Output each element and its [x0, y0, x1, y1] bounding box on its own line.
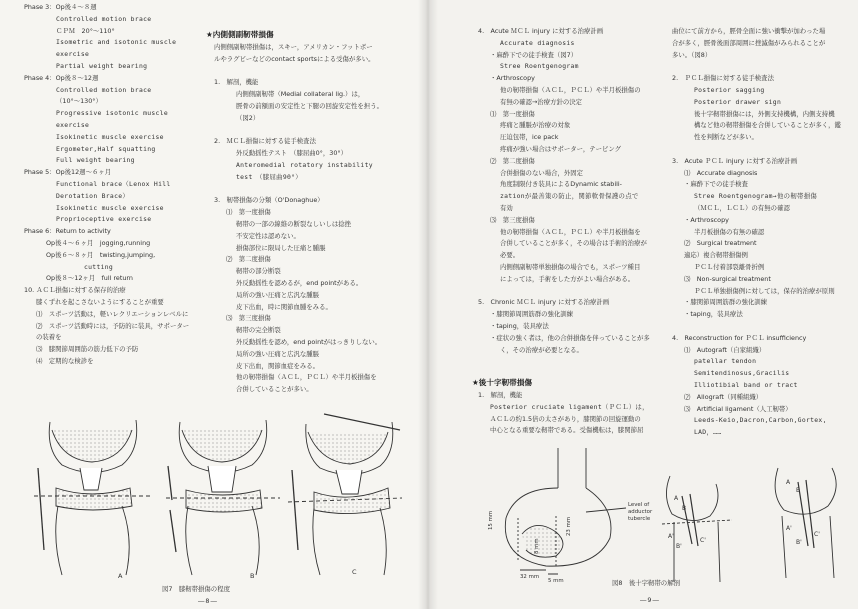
text-line: ・taping，装具療法 [684, 310, 743, 319]
text-line: 膝くずれを起こさないようにすることが重要 [36, 297, 164, 306]
ligament-letter: C' [700, 537, 706, 544]
text-line: 1. 解剖，機能 [214, 78, 259, 87]
figure-7-label-c: C [352, 568, 357, 576]
text-line: ⑴ Accurate diagnosis [684, 168, 758, 177]
text-line [672, 321, 841, 333]
text-line: ⑵ Allograft（同種組織） [684, 392, 763, 401]
text-line: ⑶ 第三度損傷 [226, 314, 271, 323]
figure-7-knee-ligament-grades [22, 410, 402, 582]
text-line [214, 184, 383, 196]
text-line: 3. 靭帯損傷の分類（O'Donaghue） [214, 196, 324, 205]
text-line: Stree Roentgenogram [500, 62, 579, 71]
text-line: Partial weight bearing [56, 61, 148, 70]
pcl-heading: ★後十字靭帯損傷 [472, 378, 532, 387]
right-page [426, 0, 858, 609]
text-line: Proprioceptive exercise [56, 215, 152, 224]
text-line: ・Arthroscopy [684, 215, 729, 224]
text-line [672, 144, 841, 156]
text-line: Functional brace（Lenox Hill [56, 179, 171, 188]
ligament-letter: A [786, 479, 791, 486]
text-line: 2. ＭＣＬ損傷に対する徒手検査法 [214, 137, 316, 146]
text-line: 外反動揺性テスト （膝屈曲0°，30°） [236, 149, 347, 158]
text-line: ⑶ 第三度損傷 [490, 215, 535, 224]
text-line: ⑴ Autograft（自家組織） [684, 345, 766, 354]
right-page-column-1 [478, 26, 650, 356]
ligament-letter: B [682, 505, 687, 512]
text-line: Phase 6：Return to activity [24, 227, 111, 236]
figure-8-caption: 図8 後十字靭帯の解剖 [612, 579, 680, 587]
dimension-label: 23 mm [566, 516, 572, 536]
text-line: ⑴ 第一度損傷 [226, 208, 271, 217]
text-line: ＰＣＬ付着部裂離骨折例 [694, 262, 765, 271]
dimension-label: 32 mm [520, 574, 540, 580]
text-line: Posterior cruciate ligament（ＰＣＬ）は， [490, 402, 649, 411]
text-line: 有無の確認→治療方針の決定 [500, 97, 583, 106]
text-line: exercise [56, 120, 90, 129]
text-line: Op後６～８ヶ月 twisting,jumping, [46, 250, 156, 259]
text-line: 皮下出血，関節血症をみる。 [236, 361, 320, 370]
text-line: Isometric and isotonic muscle [56, 38, 177, 47]
text-line: 疼痛と腫脹が治療の対象 [500, 121, 571, 130]
text-line: Derotation Brace） [56, 191, 130, 200]
text-line: ＰＣＬ単独損傷例に対しては，保存的治療が原則 [694, 286, 835, 295]
text-line: く，その治療が必要となる。 [500, 345, 583, 354]
text-line: ・麻酔下での徒手検査 [684, 180, 748, 189]
text-line: Anteromedial rotatory instability [236, 160, 373, 169]
figure-7-caption: 図7 膝靭帯損傷の程度 [162, 585, 230, 593]
text-line: 曲位にて前方から，脛骨全面に強い衝撃が加わった場 [672, 27, 826, 35]
text-line: Controlled motion brace [56, 85, 152, 94]
dimension-label: 15 mm [488, 510, 494, 530]
level-note: Level of [628, 502, 650, 508]
text-line: 靭帯の部分断裂 [236, 267, 281, 276]
text-line: ・膝関節周囲筋群の強化訓練 [684, 298, 768, 307]
left-page-column-1 [24, 2, 189, 368]
ligament-letter: B' [796, 539, 802, 546]
text-line: （10°～130°） [56, 97, 102, 106]
text-line: Controlled motion brace [56, 14, 152, 23]
book-gutter-shadow [418, 0, 438, 609]
text-line: 他の靭帯損傷（ＡＣＬ，ＰＣＬ）や半月板損傷の [500, 85, 641, 94]
text-line: 圧迫包帯，ice pack [500, 133, 559, 142]
text-line: 皮下出血，時に関節血腫をみる。 [236, 302, 332, 311]
ligament-letter: A' [668, 533, 674, 540]
text-line: ⑶ Non-surgical treatment [684, 274, 771, 283]
text-line: 有効 [500, 203, 513, 212]
text-line: ⑴ スポーツ活動は，軽いレクリエーションレベルに [36, 309, 189, 318]
text-line: Stree Roentgenogram→他の靭帯損傷 [694, 192, 818, 201]
text-line: 2. ＰＣＬ損傷に対する徒手検査法 [672, 74, 774, 83]
left-page-column-2 [214, 42, 383, 396]
text-line: 内側側副靭帯（Medial collateral lig.）は， [236, 90, 365, 99]
text-line: exercise [56, 50, 90, 59]
text-line [672, 61, 841, 73]
text-line: 性を判断などが多い。 [694, 133, 758, 142]
mcl-heading: ★内側側副靭帯損傷 [206, 30, 274, 39]
text-line: zationが最善策の防止，関節軟骨保護の点で [500, 192, 639, 201]
figure-8-pcl-anatomy [486, 448, 858, 584]
text-line: 疼痛が強い場合はサポーター，テーピング [500, 144, 622, 153]
text-line: 靭帯の一部の線維の断裂なしいしは捻挫 [236, 219, 352, 228]
text-line: 外反動揺性を認め，end pointがはっきりしない。 [236, 337, 382, 346]
text-line: 適応）複合靭帯損傷例 [684, 251, 748, 260]
right-page-number: ―9― [640, 596, 660, 604]
text-line: Leeds-Keio,Dacron,Carbon,Gortex, [694, 416, 827, 425]
text-line: Posterior drawer sign [694, 97, 782, 106]
text-line: 角度制限付き装具によるDynamic stabili- [500, 180, 622, 189]
text-line: LAD，…… [694, 428, 722, 437]
text-line: ⑵ 第二度損傷 [490, 156, 535, 165]
text-line: ・taping，装具療法 [490, 321, 549, 330]
text-line: Isokinetic muscle exercise [56, 132, 164, 141]
text-line: test （膝屈曲90°） [236, 172, 302, 181]
ligament-letter: B' [676, 543, 682, 550]
knee-c-drawing [288, 414, 402, 575]
text-line: ⑴ 第一度損傷 [490, 109, 535, 118]
dimension-label: 5 mm [548, 578, 564, 584]
text-line: 半月板損傷の有無の確認 [694, 227, 765, 236]
text-line: 1. 解剖，機能 [478, 391, 523, 399]
level-note: tubercle [628, 516, 651, 522]
text-line: 合併損傷のない場合，外固定 [500, 168, 584, 177]
text-line: ＡＣＬの約1.5倍の太さがあり，膝関節の回旋運動の [490, 414, 641, 423]
text-line: cutting [84, 262, 114, 271]
level-note: adductor [628, 509, 653, 515]
text-line: ルやラグビーなどのcontact sportsによる受傷が多い。 [214, 54, 375, 63]
text-line: ＣＰＭ 20°～110° [56, 26, 115, 35]
ligament-letter: A [674, 495, 679, 502]
text-line: Illiotibial band or tract [694, 380, 798, 389]
text-line: Op後８～12ヶ月 full return [46, 274, 133, 283]
text-line: Phase 3：Op後４～８週 [24, 3, 97, 11]
text-line: 10. ＡＣＬ損傷に対する保存的治療 [24, 286, 126, 295]
text-line: 多い。（図8） [672, 50, 712, 59]
text-line: （ＭＣＬ，ＬＣＬ）の有無の確認 [694, 203, 790, 212]
text-line: 必要。 [500, 251, 520, 260]
pcl-side-view-b [662, 476, 732, 582]
text-line: 4. Reconstruction for ＰＣＬ insufficiency [672, 333, 807, 342]
text-line: ・膝関節周囲筋群の強化訓練 [490, 310, 574, 319]
text-line: Op後４～６ヶ月 jogging,running [46, 238, 151, 247]
text-line: 3. Acute ＰＣＬ injury に対する治療計画 [672, 156, 798, 165]
text-line: ⑵ Surgical treatment [684, 239, 757, 248]
text-line: Phase 5：Op後12週～６ヶ月 [24, 168, 112, 177]
text-line: によっては，手術をした方がよい場合がある。 [500, 274, 635, 283]
text-line: ⑷ 定期的な検診を [36, 356, 94, 365]
text-line: 4. Acute ＭＣＬ injury に対する治療計画 [478, 27, 604, 35]
figure-7-label-a: A [118, 572, 123, 580]
text-line: 後十字靭帯損傷には，外側支持機構，内側支持機 [694, 109, 835, 118]
knee-a-drawing [34, 420, 150, 575]
figure-7-label-b: B [250, 572, 255, 580]
right-page-column-2 [672, 26, 841, 439]
femur-condyle-drawing [505, 448, 626, 574]
text-line: ⑵ 第二度損傷 [226, 255, 271, 264]
text-line: 外反動揺性を認めるが，end pointがある。 [236, 278, 363, 287]
text-line: Isokinetic muscle exercise [56, 203, 164, 212]
dimension-label: 8 mm [534, 538, 540, 554]
text-line: 局所の強い圧痛と広汎な腫脹 [236, 290, 320, 299]
text-line: 脛骨の前額面の安定性と下腿の回旋安定性を担う。 [236, 101, 383, 110]
text-line: Ergometer,Half squatting [56, 144, 156, 153]
text-line: Full weight bearing [56, 156, 135, 165]
text-line: 構など他の靭帯損傷を合併していることが多く，鑑 [694, 121, 841, 130]
text-line: の装着を [36, 333, 62, 342]
text-line: Posterior sagging [694, 85, 765, 94]
left-page [0, 0, 426, 609]
text-line: ⑵ スポーツ活動時には，予防的に装具，サポーター [36, 321, 190, 330]
text-line: （図2） [236, 113, 260, 122]
text-line: Progressive isotonic muscle [56, 109, 168, 118]
text-line: 中心となる重要な靭帯である。受傷機転は，膝関節屈 [490, 426, 644, 435]
text-line: ・Arthroscopy [490, 74, 535, 83]
text-line: 内側側副靭帯損傷は，スキー，アメリカン・フットボー [214, 43, 373, 51]
text-line: 他の靭帯損傷（ＡＣＬ，ＰＣＬ）や半月板損傷を [236, 373, 377, 382]
text-line: 不安定性は認めない。 [236, 231, 300, 240]
text-line: Phase 4：Op後８～12週 [24, 73, 99, 82]
text-line [214, 66, 383, 78]
ligament-letter: A' [786, 525, 792, 532]
text-line: 他の靭帯損傷（ＡＣＬ，ＰＣＬ）や半月板損傷を [500, 227, 641, 236]
text-line: 靭帯の完全断裂 [236, 326, 281, 335]
left-page-number: ―8― [198, 597, 218, 605]
ligament-letter: B [796, 487, 801, 494]
text-line: ・麻酔下での徒手検査（図7） [490, 50, 578, 59]
text-line: ⑶ 膝関節周囲筋の筋力低下の予防 [36, 345, 139, 354]
text-line: Semitendinosus,Gracilis [694, 369, 790, 378]
text-line: 損傷部位に限局した圧痛と腫脹 [236, 243, 326, 252]
text-line: 合併していることが多く，その場合は手術的治療が [500, 239, 647, 248]
text-line: 局所の強い圧痛と広汎な腫脹 [236, 349, 320, 358]
text-line: Accurate diagnosis [500, 38, 575, 47]
text-line: 内側側副靭帯単独損傷の場合でも，スポーツ種目 [500, 262, 641, 271]
text-line: patellar tendon [694, 357, 757, 366]
text-line: 合併していることが多い。 [236, 385, 313, 394]
text-line [478, 286, 650, 298]
text-line: ・症状の強く者は，他の合併損傷を伴っていることが多 [490, 333, 650, 342]
pcl-side-view-c [775, 468, 836, 578]
text-line [214, 125, 383, 137]
text-line: 5. Chronic ＭＣＬ injury に対する治療計画 [478, 298, 610, 307]
text-line: 合が多く，脛骨後面部周囲に挫滅傷がみられることが [672, 38, 826, 47]
ligament-letter: C' [814, 531, 820, 538]
text-line: ⑶ Artificial ligament（人工靭帯） [684, 404, 792, 413]
knee-b-drawing [166, 420, 280, 575]
right-page-column-1-pcl [478, 390, 649, 437]
